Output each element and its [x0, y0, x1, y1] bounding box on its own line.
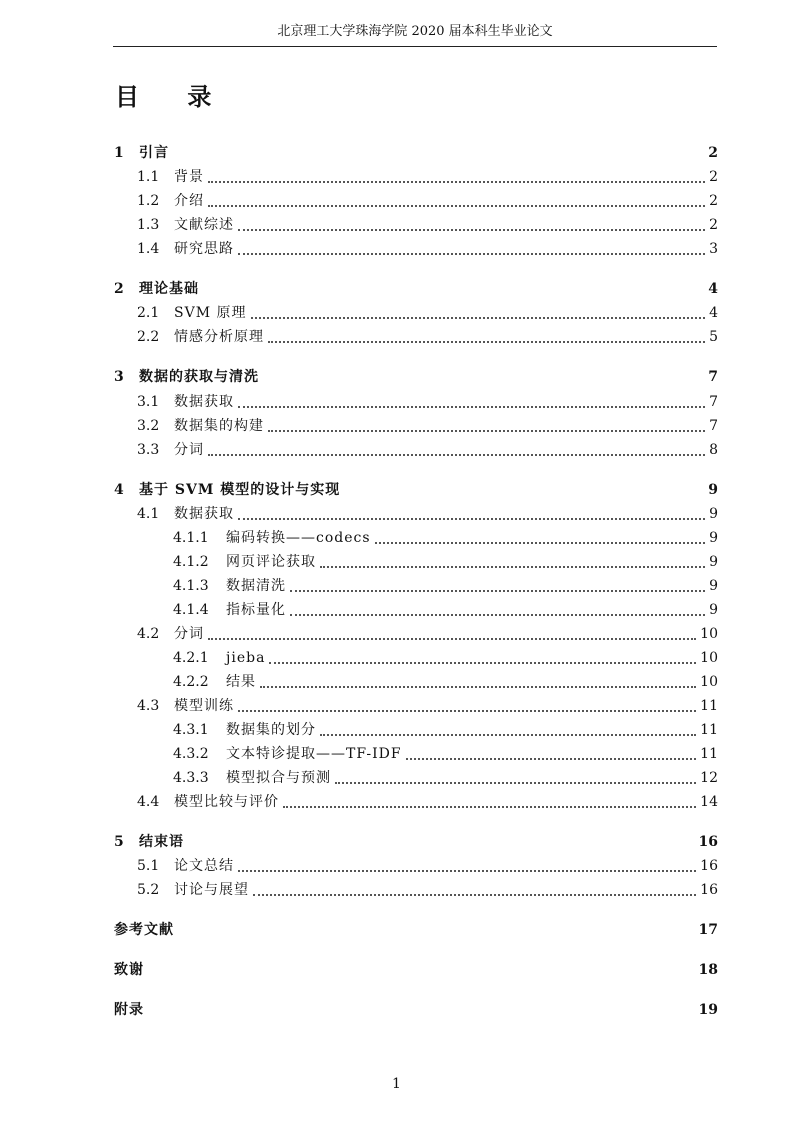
- toc-label: 附录: [114, 1002, 144, 1018]
- toc-number: 4: [114, 482, 124, 498]
- dot-leader: [251, 315, 706, 319]
- toc-page: 11: [700, 698, 718, 714]
- toc-label: SVM 原理: [174, 305, 247, 321]
- dot-leader: [268, 339, 705, 343]
- toc-number: 2.2: [137, 329, 160, 345]
- toc-number: 4.3: [137, 698, 160, 714]
- dot-leader: [335, 780, 696, 784]
- toc-number: 4.3.3: [173, 770, 209, 786]
- dot-leader: [260, 684, 696, 688]
- toc-section-4-3[interactable]: [137, 696, 718, 716]
- toc-chapter-5[interactable]: [114, 832, 718, 852]
- toc-page: 18: [698, 962, 718, 978]
- toc-subsection-4-2-2[interactable]: [173, 672, 718, 692]
- toc-label: 理论基础: [139, 281, 199, 297]
- toc-number: 1.1: [137, 169, 160, 185]
- toc-page: 7: [709, 418, 718, 434]
- toc-label: 编码转换——codecs: [226, 530, 371, 546]
- toc-label: 分词: [174, 626, 204, 642]
- toc-number: 5.1: [137, 858, 160, 874]
- toc-number: 4.4: [137, 794, 160, 810]
- dot-leader: [238, 251, 705, 255]
- toc-label: 数据获取: [174, 394, 234, 410]
- dot-leader: [269, 660, 696, 664]
- toc-label: 研究思路: [174, 241, 234, 257]
- toc-section-1-2[interactable]: [137, 191, 718, 211]
- toc-page: 16: [700, 882, 718, 898]
- toc-subsection-4-2-1[interactable]: [173, 648, 718, 668]
- toc-label: 数据集的划分: [226, 722, 316, 738]
- toc-number: 4.3.2: [173, 746, 209, 762]
- toc-label: 结果: [226, 674, 256, 690]
- toc-number: 4.1.2: [173, 554, 209, 570]
- toc-label: 数据的获取与清洗: [139, 369, 259, 385]
- dot-leader: [238, 708, 696, 712]
- dot-leader: [320, 564, 705, 568]
- toc-subsection-4-3-2[interactable]: [173, 744, 718, 764]
- toc-page: 11: [700, 722, 718, 738]
- toc-label: 模型拟合与预测: [226, 770, 331, 786]
- toc-page: 9: [708, 482, 718, 498]
- toc-label: 引言: [139, 145, 169, 161]
- page-title: 目 录: [115, 82, 232, 111]
- toc-number: 1: [114, 145, 124, 161]
- toc-page: 4: [708, 281, 718, 297]
- toc-section-4-4[interactable]: [137, 792, 718, 812]
- running-header: 北京理工大学珠海学院 2020 届本科生毕业论文: [113, 22, 717, 47]
- dot-leader: [238, 227, 705, 231]
- toc-section-4-2[interactable]: [137, 624, 718, 644]
- toc-subsection-4-1-1[interactable]: [173, 528, 718, 548]
- toc-subsection-4-1-2[interactable]: [173, 552, 718, 572]
- toc-references[interactable]: [114, 920, 718, 940]
- toc-page: 9: [709, 578, 718, 594]
- toc-section-1-3[interactable]: [137, 215, 718, 235]
- toc-section-1-1[interactable]: [137, 167, 718, 187]
- toc-number: 2: [114, 281, 124, 297]
- dot-leader: [406, 756, 697, 760]
- toc-page: 16: [700, 858, 718, 874]
- toc-label: 结束语: [139, 834, 184, 850]
- toc-page: 17: [698, 922, 718, 938]
- toc-page: 11: [700, 746, 718, 762]
- dot-leader: [290, 588, 705, 592]
- toc-page: 7: [708, 369, 718, 385]
- toc-section-2-2[interactable]: [137, 327, 718, 347]
- toc-page: 5: [709, 329, 718, 345]
- toc-subsection-4-1-3[interactable]: [173, 576, 718, 596]
- toc-number: 4.1: [137, 506, 160, 522]
- toc-label: 文献综述: [174, 217, 234, 233]
- dot-leader: [208, 452, 705, 456]
- toc-label: 论文总结: [174, 858, 234, 874]
- toc-number: 3.3: [137, 442, 160, 458]
- dot-leader: [208, 179, 705, 183]
- toc-page: 8: [709, 442, 718, 458]
- toc-label: 介绍: [174, 193, 204, 209]
- dot-leader: [320, 732, 696, 736]
- toc-label: 数据集的构建: [174, 418, 264, 434]
- dot-leader: [208, 636, 696, 640]
- toc-page: 10: [700, 650, 718, 666]
- toc-number: 3.1: [137, 394, 160, 410]
- toc-number: 4.1.4: [173, 602, 209, 618]
- toc-section-1-4[interactable]: [137, 239, 718, 259]
- toc-chapter-4[interactable]: [114, 480, 718, 500]
- toc-page: 2: [709, 193, 718, 209]
- dot-leader: [253, 892, 696, 896]
- toc-label: 参考文献: [114, 922, 174, 938]
- toc-label: 背景: [174, 169, 204, 185]
- dot-leader: [268, 428, 705, 432]
- toc-chapter-3[interactable]: [114, 367, 718, 387]
- toc-section-3-3[interactable]: [137, 440, 718, 460]
- toc-section-2-1[interactable]: [137, 303, 718, 323]
- toc-page: 10: [700, 674, 718, 690]
- toc-page: 2: [708, 145, 718, 161]
- toc-section-4-1[interactable]: [137, 504, 718, 524]
- dot-leader: [238, 404, 705, 408]
- toc-page: 7: [709, 394, 718, 410]
- toc-page: 2: [709, 217, 718, 233]
- toc-page: 10: [700, 626, 718, 642]
- toc-number: 3.2: [137, 418, 160, 434]
- toc-page: 2: [709, 169, 718, 185]
- toc-page: 9: [709, 602, 718, 618]
- toc-number: 4.2.1: [173, 650, 209, 666]
- toc-acknowledgements[interactable]: [114, 960, 718, 980]
- toc-label: 指标量化: [226, 602, 286, 618]
- toc-label: 模型训练: [174, 698, 234, 714]
- toc-page: 9: [709, 530, 718, 546]
- dot-leader: [238, 868, 696, 872]
- toc-page: 3: [709, 241, 718, 257]
- toc-number: 4.2: [137, 626, 160, 642]
- toc-number: 4.3.1: [173, 722, 209, 738]
- toc-page: 9: [709, 554, 718, 570]
- toc-number: 5.2: [137, 882, 160, 898]
- toc-page: 12: [700, 770, 718, 786]
- toc-number: 4.2.2: [173, 674, 209, 690]
- toc-number: 1.2: [137, 193, 160, 209]
- toc-label: 情感分析原理: [174, 329, 264, 345]
- page-number: 1: [392, 1076, 401, 1092]
- dot-leader: [290, 612, 705, 616]
- dot-leader: [375, 540, 706, 544]
- toc-number: 3: [114, 369, 124, 385]
- toc-number: 1.4: [137, 241, 160, 257]
- toc-page: 14: [700, 794, 718, 810]
- toc-section-3-2[interactable]: [137, 416, 718, 436]
- toc-label: jieba: [226, 650, 266, 666]
- toc-number: 4.1.1: [173, 530, 209, 546]
- toc-label: 文本特诊提取——TF-IDF: [226, 746, 402, 762]
- toc-number: 2.1: [137, 305, 160, 321]
- toc-appendix[interactable]: [114, 1000, 718, 1020]
- toc-number: 4.1.3: [173, 578, 209, 594]
- toc-page: 19: [698, 1002, 718, 1018]
- toc-section-5-2[interactable]: [137, 880, 718, 900]
- toc-label: 模型比较与评价: [174, 794, 279, 810]
- toc-label: 致谢: [114, 962, 144, 978]
- toc-label: 讨论与展望: [174, 882, 249, 898]
- toc-section-5-1[interactable]: [137, 856, 718, 876]
- dot-leader: [283, 804, 696, 808]
- toc-label: 网页评论获取: [226, 554, 316, 570]
- dot-leader: [238, 516, 705, 520]
- toc-page: 4: [709, 305, 718, 321]
- toc-subsection-4-3-3[interactable]: [173, 768, 718, 788]
- dot-leader: [208, 203, 705, 207]
- toc-label: 分词: [174, 442, 204, 458]
- toc-section-3-1[interactable]: [137, 392, 718, 412]
- toc-subsection-4-1-4[interactable]: [173, 600, 718, 620]
- toc-page: 16: [698, 834, 718, 850]
- toc-chapter-1[interactable]: [114, 143, 718, 163]
- toc-page: 9: [709, 506, 718, 522]
- toc-label: 数据获取: [174, 506, 234, 522]
- toc-label: 基于 SVM 模型的设计与实现: [139, 482, 341, 498]
- toc-number: 1.3: [137, 217, 160, 233]
- toc-label: 数据清洗: [226, 578, 286, 594]
- toc-number: 5: [114, 834, 124, 850]
- toc-chapter-2[interactable]: [114, 279, 718, 299]
- toc-subsection-4-3-1[interactable]: [173, 720, 718, 740]
